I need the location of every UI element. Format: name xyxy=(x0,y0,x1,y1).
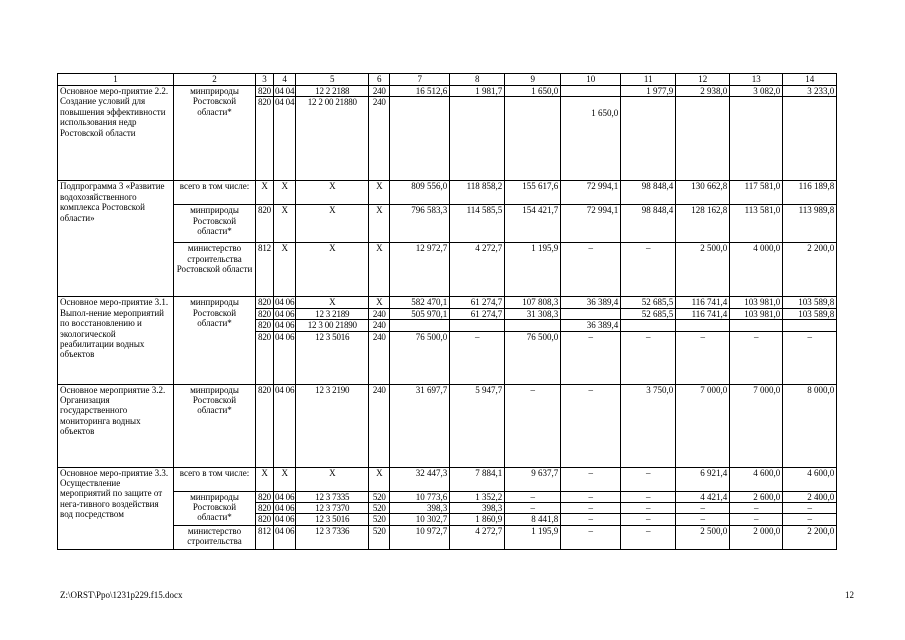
target-code: Х xyxy=(296,243,369,297)
expense-type: 520 xyxy=(369,525,390,549)
value-y2 xyxy=(505,97,561,181)
value-total: 32 447,3 xyxy=(390,467,450,491)
value-total xyxy=(390,320,450,331)
ministry-code: 820 xyxy=(256,491,274,502)
target-code: 12 3 7370 xyxy=(296,503,369,514)
value-y3: 1 650,0 xyxy=(561,97,621,181)
table-row xyxy=(58,491,837,502)
col-header: 13 xyxy=(730,74,783,86)
executor-cell: всего в том числе: xyxy=(174,181,256,205)
value-y6: 4 600,0 xyxy=(730,467,783,491)
section-code: 04 06 xyxy=(275,297,295,308)
value-y2: 154 421,7 xyxy=(505,205,561,243)
expense-type: 240 xyxy=(369,320,390,331)
col-header: 9 xyxy=(505,74,561,86)
value-y6: 7 000,0 xyxy=(730,384,783,467)
target-code: 12 3 5016 xyxy=(296,514,369,525)
value-y3: – xyxy=(561,467,621,491)
target-code: 12 3 7336 xyxy=(296,525,369,549)
ministry-code: 820 xyxy=(256,514,274,525)
value-y4: – xyxy=(621,491,676,502)
col-header: 14 xyxy=(783,74,837,86)
col-header: 1 xyxy=(58,74,174,86)
value-total: 10 972,7 xyxy=(390,525,450,549)
target-code: Х xyxy=(296,467,369,491)
ministry-code: Х xyxy=(256,467,274,491)
header-row xyxy=(58,74,837,86)
section-code: 04 06 xyxy=(274,384,296,467)
value-y3: 72 994,1 xyxy=(561,181,621,205)
value-y6: 103 981,0 xyxy=(730,308,783,319)
col-header: 4 xyxy=(274,74,296,86)
value-y7: 4 600,0 xyxy=(783,467,837,491)
value-y2: 8 441,8 xyxy=(505,514,561,525)
value-y3 xyxy=(561,86,621,97)
value-y7 xyxy=(783,320,837,331)
section-code: 04 06 xyxy=(275,308,295,319)
section-code: Х xyxy=(274,205,296,243)
col-header: 10 xyxy=(561,74,621,86)
table-row xyxy=(58,467,837,491)
footer-page-number: 12 xyxy=(845,590,854,600)
value-y3: – xyxy=(561,491,621,502)
value-y4 xyxy=(621,97,676,181)
ministry-code: Х xyxy=(256,181,274,205)
value-y3 xyxy=(561,308,621,319)
value-y1: 61 274,7 xyxy=(450,308,505,319)
value-y3: 36 389,4 xyxy=(561,297,621,308)
col-header: 5 xyxy=(296,74,369,86)
value-y1: 398,3 xyxy=(450,503,505,514)
value-y2: – xyxy=(505,384,561,467)
target-code: 12 2 2188 xyxy=(296,86,369,97)
value-total: 505 970,1 xyxy=(390,308,450,319)
section-code: Х xyxy=(274,467,296,491)
activity-description: Основное мероприятие 3.2. Организация государственного мониторинга водных объектов xyxy=(58,384,174,467)
value-y4: – xyxy=(621,525,676,549)
ministry-code: 820 xyxy=(256,331,274,384)
value-y3: – xyxy=(561,384,621,467)
budget-table xyxy=(57,73,837,550)
value-y7: – xyxy=(783,514,837,525)
value-y7: 3 233,0 xyxy=(783,86,837,97)
ministry-code: 812 xyxy=(256,525,274,549)
col-header: 11 xyxy=(621,74,676,86)
value-y2: 9 637,7 xyxy=(505,467,561,491)
expense-type: 520 xyxy=(369,503,390,514)
value-y3: 72 994,1 xyxy=(561,205,621,243)
value-y7: 2 200,0 xyxy=(783,525,837,549)
value-total: 76 500,0 xyxy=(390,331,450,384)
executor-cell: министерство строительства Ростовской области xyxy=(174,243,256,297)
value-y3: 36 389,4 xyxy=(561,320,621,331)
activity-description: Основное меро-приятие 3.3. Осуществление мероприятий по защите от нега-тивного воздействия вод посредством xyxy=(58,467,174,549)
expense-type: Х xyxy=(369,243,390,297)
activity-description: Подпрограмма 3 «Развитие водохозяйственного комплекса Ростовской области» xyxy=(58,181,174,297)
value-y3: – xyxy=(561,525,621,549)
ministry-code: 820 xyxy=(256,308,274,319)
value-y7: 113 989,8 xyxy=(783,205,837,243)
value-y5: 4 421,4 xyxy=(676,491,730,502)
value-y5 xyxy=(676,97,730,181)
value-y6 xyxy=(730,320,783,331)
value-y7: 103 589,8 xyxy=(783,297,837,308)
value-y2: – xyxy=(505,491,561,502)
value-y4: – xyxy=(621,243,676,297)
value-y7: 103 589,8 xyxy=(783,308,837,319)
ministry-code: 820 xyxy=(256,297,274,308)
section-code: 04 06 xyxy=(275,491,295,502)
value-y2: 155 617,6 xyxy=(505,181,561,205)
table-row xyxy=(58,297,837,308)
value-y1: 61 274,7 xyxy=(450,297,505,308)
value-y4: – xyxy=(621,503,676,514)
target-code: 12 3 7335 xyxy=(296,491,369,502)
value-y4: – xyxy=(621,331,676,384)
section-code: 04 06 xyxy=(274,331,296,384)
col-header: 6 xyxy=(369,74,390,86)
value-y5: 7 000,0 xyxy=(676,384,730,467)
table-row xyxy=(58,384,837,467)
value-total: 16 512,6 xyxy=(390,86,450,97)
value-y6: 3 082,0 xyxy=(730,86,783,97)
value-y2: – xyxy=(505,503,561,514)
value-y2: 107 808,3 xyxy=(505,297,561,308)
value-y5: 116 741,4 xyxy=(676,308,730,319)
value-y4: 1 977,9 xyxy=(621,86,676,97)
value-y1: 4 272,7 xyxy=(450,243,505,297)
value-y7: 2 400,0 xyxy=(783,491,837,502)
table-row xyxy=(58,181,837,205)
value-y2: 1 650,0 xyxy=(505,86,561,97)
expense-type: 240 xyxy=(369,384,390,467)
expense-type: Х xyxy=(369,181,390,205)
value-y7 xyxy=(783,97,837,181)
budget-table-wrapper xyxy=(57,73,837,550)
ministry-code: 812 xyxy=(256,243,274,297)
executor-cell: минприроды Ростовской области* xyxy=(174,384,256,467)
value-y4: 98 848,4 xyxy=(621,181,676,205)
value-y7: 2 200,0 xyxy=(783,243,837,297)
value-y3: – xyxy=(561,331,621,384)
col-header: 3 xyxy=(256,74,274,86)
value-y6: 4 000,0 xyxy=(730,243,783,297)
value-total: 10 302,7 xyxy=(390,514,450,525)
value-y1: 114 585,5 xyxy=(450,205,505,243)
value-y5: – xyxy=(676,503,730,514)
section-code: Х xyxy=(274,181,296,205)
section-code: 04 06 xyxy=(274,525,296,549)
value-y1: 1 981,7 xyxy=(450,86,505,97)
col-header: 12 xyxy=(676,74,730,86)
value-total: 12 972,7 xyxy=(390,243,450,297)
target-code: 12 3 00 21890 xyxy=(296,320,369,331)
value-y4: 52 685,5 xyxy=(621,308,676,319)
expense-type: 240 xyxy=(369,97,390,181)
section-code: 04 06 xyxy=(275,320,295,331)
value-y5: – xyxy=(676,514,730,525)
target-code: 12 3 2190 xyxy=(296,384,369,467)
value-total: 796 583,3 xyxy=(390,205,450,243)
value-y7: – xyxy=(783,503,837,514)
value-y2 xyxy=(505,320,561,331)
value-y6: 117 581,0 xyxy=(730,181,783,205)
value-y4: 3 750,0 xyxy=(621,384,676,467)
value-y3: – xyxy=(561,514,621,525)
value-y4: – xyxy=(621,467,676,491)
ministry-code: 820 xyxy=(256,320,274,331)
target-code: 12 3 5016 xyxy=(296,331,369,384)
value-y6: – xyxy=(730,503,783,514)
ministry-code: 820 xyxy=(256,86,274,97)
section-code: 04 06 xyxy=(275,503,295,514)
value-y5: 128 162,8 xyxy=(676,205,730,243)
value-y1 xyxy=(450,320,505,331)
value-y7: 8 000,0 xyxy=(783,384,837,467)
ministry-code: 820 xyxy=(256,503,274,514)
value-y1: 1 352,2 xyxy=(450,491,505,502)
col-header: 7 xyxy=(390,74,450,86)
section-code: 04 04 xyxy=(275,86,295,96)
expense-type: Х xyxy=(369,467,390,491)
value-total: 398,3 xyxy=(390,503,450,514)
col-header: 8 xyxy=(450,74,505,86)
value-y5: 2 500,0 xyxy=(676,243,730,297)
value-y5 xyxy=(676,320,730,331)
executor-cell: минприроды Ростовской области* xyxy=(174,205,256,243)
expense-type: 520 xyxy=(369,491,390,502)
section-code: 04 06 xyxy=(275,514,295,525)
section-code: Х xyxy=(274,243,296,297)
ministry-code: 820 xyxy=(256,205,274,243)
value-y4 xyxy=(621,320,676,331)
value-y3: – xyxy=(561,503,621,514)
value-total: 31 697,7 xyxy=(390,384,450,467)
ministry-code: 820 xyxy=(256,97,274,181)
target-code: 12 3 2189 xyxy=(296,308,369,319)
value-y3: – xyxy=(561,243,621,297)
value-y6: 103 981,0 xyxy=(730,297,783,308)
value-y4: 52 685,5 xyxy=(621,297,676,308)
value-y1: 1 860,9 xyxy=(450,514,505,525)
table-row xyxy=(58,243,837,297)
value-total: 10 773,6 xyxy=(390,491,450,502)
table-row xyxy=(58,86,837,97)
value-y2: 1 195,9 xyxy=(505,243,561,297)
value-y5: – xyxy=(676,331,730,384)
ministry-code: 820 xyxy=(256,384,274,467)
value-y6: 113 581,0 xyxy=(730,205,783,243)
value-y2: 1 195,9 xyxy=(505,525,561,549)
expense-type: 240 xyxy=(369,308,390,319)
target-code: Х xyxy=(296,181,369,205)
executor-cell: минприроды Ростовской области* xyxy=(174,86,256,181)
value-y7: 116 189,8 xyxy=(783,181,837,205)
target-code: Х xyxy=(296,297,369,308)
value-y6: 2 000,0 xyxy=(730,525,783,549)
value-total: 809 556,0 xyxy=(390,181,450,205)
executor-cell: минприроды Ростовской области* xyxy=(174,491,256,525)
executor-cell: всего в том числе: xyxy=(174,467,256,491)
value-y7: – xyxy=(783,331,837,384)
value-y5: 6 921,4 xyxy=(676,467,730,491)
value-y6: – xyxy=(730,331,783,384)
expense-type: Х xyxy=(369,297,390,308)
expense-type: 520 xyxy=(369,514,390,525)
value-total: 582 470,1 xyxy=(390,297,450,308)
value-y2: 76 500,0 xyxy=(505,331,561,384)
col-header: 2 xyxy=(174,74,256,86)
value-y1: 118 858,2 xyxy=(450,181,505,205)
section-code: 04 04 xyxy=(274,97,296,181)
value-y6 xyxy=(730,97,783,181)
value-total xyxy=(390,97,450,181)
value-y2: 31 308,3 xyxy=(505,308,561,319)
expense-type: 240 xyxy=(369,86,390,97)
table-row xyxy=(58,525,837,549)
target-code: Х xyxy=(296,205,369,243)
value-y6: 2 600,0 xyxy=(730,491,783,502)
value-y1: 5 947,7 xyxy=(450,384,505,467)
executor-cell: министерство строительства xyxy=(174,525,256,549)
expense-type: Х xyxy=(369,205,390,243)
expense-type: 240 xyxy=(369,331,390,384)
value-y5: 2 500,0 xyxy=(676,525,730,549)
target-code: 12 2 00 21880 xyxy=(296,97,369,181)
table-row xyxy=(58,205,837,243)
value-y6: – xyxy=(730,514,783,525)
executor-cell: минприроды Ростовской области* xyxy=(174,297,256,384)
activity-description: Основное меро-приятие 3.1. Выпол-нение мероприятий по восстановлению и экологической реабилитации водных объектов xyxy=(58,297,174,384)
value-y5: 130 662,8 xyxy=(676,181,730,205)
value-y5: 116 741,4 xyxy=(676,297,730,308)
value-y1: – xyxy=(450,331,505,384)
value-y1: 7 884,1 xyxy=(450,467,505,491)
value-y4: – xyxy=(621,514,676,525)
value-y1 xyxy=(450,97,505,181)
value-y4: 98 848,4 xyxy=(621,205,676,243)
activity-description: Основное меро-приятие 2.2. Создание условий для повышения эффективности использования недр Ростовской области xyxy=(58,86,174,181)
footer-file-path: Z:\ORST\Ppo\1231p229.f15.docx xyxy=(60,590,183,600)
value-y1: 4 272,7 xyxy=(450,525,505,549)
value-y5: 2 938,0 xyxy=(676,86,730,97)
